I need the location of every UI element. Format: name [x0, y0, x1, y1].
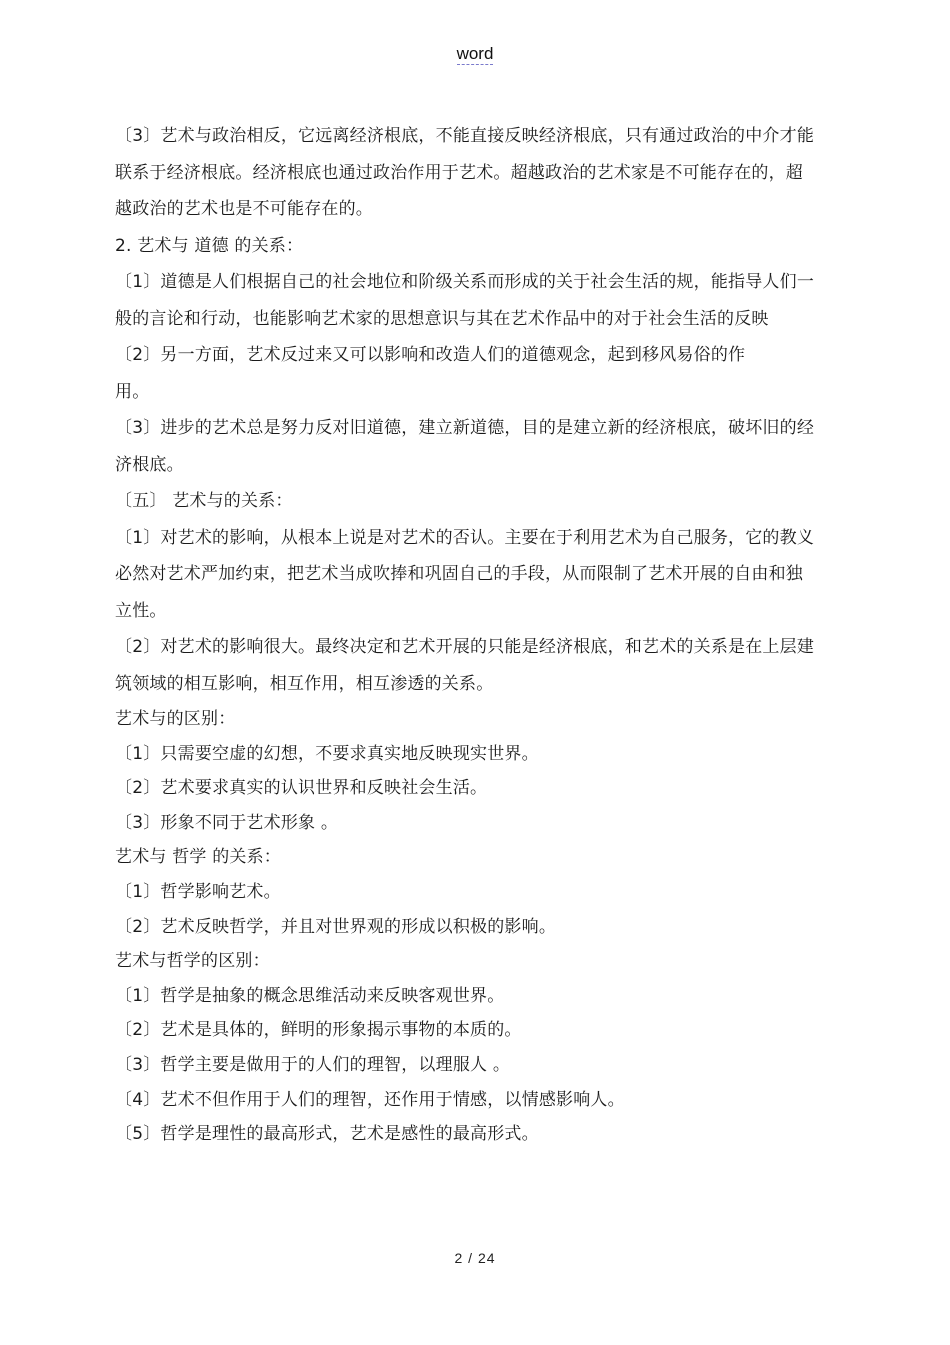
text-line: 〔1〕只需要空虚的幻想，不要求真实地反映现实世界。	[115, 743, 539, 764]
text-line: 〔2〕艺术反映哲学，并且对世界观的形成以积极的影响。	[115, 916, 557, 937]
section-heading: 〔五〕 艺术与的关系：	[115, 491, 293, 511]
text-line: 〔5〕哲学是理性的最高形式，艺术是感性的最高形式。	[115, 1124, 539, 1145]
section-heading: 艺术与的区别：	[115, 709, 236, 729]
section-heading: 2. 艺术与 道德 的关系：	[115, 235, 304, 256]
text-line: 越政治的艺术也是不可能存在的。	[115, 199, 373, 219]
text-line: 〔4〕艺术不但作用于人们的理智，还作用于情感，以情感影响人。	[115, 1089, 625, 1110]
text-line: 〔1〕对艺术的影响，从根本上说是对艺术的否认。主要在于利用艺术为自己服务，它的教义	[115, 527, 815, 548]
text-line: 〔3〕艺术与政治相反，它远离经济根底，不能直接反映经济根底，只有通过政治的中介才能	[115, 126, 815, 146]
text-line: 用。	[115, 381, 150, 402]
text-line: 般的言论和行动，也能影响艺术家的思想意识与其在艺术作品中的对于社会生活的反映	[115, 308, 769, 329]
text-line: 〔3〕形象不同于艺术形象 。	[115, 812, 339, 833]
page-header	[0, 44, 950, 64]
text-line: 〔3〕哲学主要是做用于的人们的理智，以理服人 。	[115, 1054, 511, 1075]
header-title: word	[456, 44, 494, 63]
text-line: 〔1〕哲学影响艺术。	[115, 881, 281, 902]
section-heading: 艺术与 哲学 的关系：	[115, 847, 282, 868]
text-line: 〔3〕进步的艺术总是努力反对旧道德，建立新道德，目的是建立新的经济根底，破坏旧的经	[115, 418, 815, 438]
text-line: 立性。	[115, 600, 167, 621]
text-line: 〔2〕对艺术的影响很大。最终决定和艺术开展的只能是经济根底，和艺术的关系是在上层建	[115, 637, 815, 657]
text-line: 〔1〕哲学是抽象的概念思维活动来反映客观世界。	[115, 985, 505, 1006]
text-line: 〔2〕艺术要求真实的认识世界和反映社会生活。	[115, 778, 488, 799]
document-body	[115, 118, 845, 1152]
text-line: 联系于经济根底。经济根底也通过政治作用于艺术。超越政治的艺术家是不可能存在的，超	[115, 162, 803, 183]
text-line: 必然对艺术严加约束，把艺术当成吹捧和巩固自己的手段，从而限制了艺术开展的自由和独	[115, 564, 803, 584]
text-line: 〔1〕道德是人们根据自己的社会地位和阶级关系而形成的关于社会生活的规，能指导人们一	[115, 272, 815, 292]
text-line: 〔2〕另一方面，艺术反过来又可以影响和改造人们的道德观念，起到移风易俗的作	[115, 345, 746, 365]
text-line: 筑领域的相互影响，相互作用，相互渗透的关系。	[115, 673, 494, 694]
page-number: 2 / 24	[454, 1250, 496, 1266]
section-heading: 艺术与哲学的区别：	[115, 951, 270, 972]
text-line: 〔2〕艺术是具体的，鲜明的形象揭示事物的本质的。	[115, 1020, 522, 1041]
text-line: 济根底。	[115, 454, 184, 475]
